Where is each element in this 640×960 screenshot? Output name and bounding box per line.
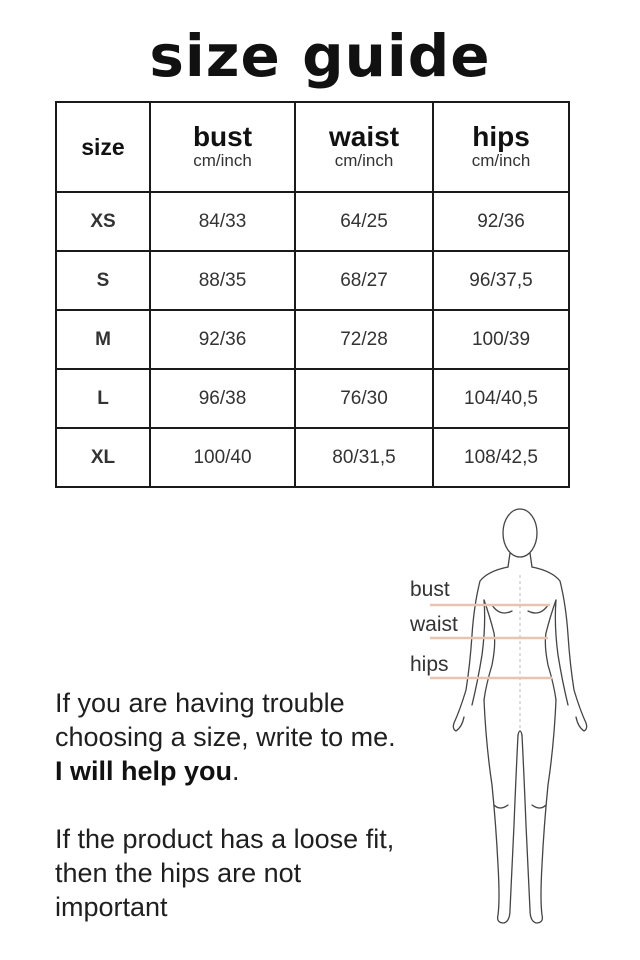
help-line-3 bbox=[55, 754, 455, 788]
fit-note-line-1: If the product has a loose fit, bbox=[55, 824, 395, 854]
hips-cell: 108/42,5 bbox=[433, 428, 569, 487]
waist-cell: 72/28 bbox=[295, 310, 433, 369]
bust-cell: 96/38 bbox=[150, 369, 295, 428]
hips-cell: 96/37,5 bbox=[433, 251, 569, 310]
size-cell: S bbox=[56, 251, 150, 310]
size-cell: XS bbox=[56, 192, 150, 251]
waist-cell: 68/27 bbox=[295, 251, 433, 310]
header-waist-unit: cm/inch bbox=[334, 151, 394, 170]
size-cell: XL bbox=[56, 428, 150, 487]
page-title: size guide bbox=[149, 22, 491, 90]
size-cell: M bbox=[56, 310, 150, 369]
help-emphasis-suffix: . bbox=[232, 756, 240, 786]
help-text bbox=[55, 686, 455, 924]
waist-cell: 76/30 bbox=[295, 369, 433, 428]
table-row bbox=[56, 310, 569, 369]
header-hips bbox=[433, 102, 569, 192]
table-row bbox=[56, 369, 569, 428]
waist-cell: 64/25 bbox=[295, 192, 433, 251]
hips-label: hips bbox=[410, 653, 449, 676]
table-header-row bbox=[56, 102, 569, 192]
help-line-2: choosing a size, write to me. bbox=[55, 722, 396, 752]
bust-cell: 84/33 bbox=[150, 192, 295, 251]
table-row bbox=[56, 428, 569, 487]
waist-cell: 80/31,5 bbox=[295, 428, 433, 487]
bust-cell: 88/35 bbox=[150, 251, 295, 310]
header-waist-label: waist bbox=[328, 121, 400, 152]
header-bust-label: bust bbox=[192, 121, 253, 152]
help-line-1: If you are having trouble bbox=[55, 688, 345, 718]
bust-label: bust bbox=[410, 578, 450, 601]
waist-label: waist bbox=[410, 613, 458, 636]
header-bust bbox=[150, 102, 295, 192]
table-row bbox=[56, 251, 569, 310]
size-cell: L bbox=[56, 369, 150, 428]
bust-cell: 92/36 bbox=[150, 310, 295, 369]
header-bust-unit: cm/inch bbox=[193, 151, 252, 170]
fit-note-line-2: then the hips are not bbox=[55, 858, 302, 888]
table-row bbox=[56, 192, 569, 251]
header-size-label: size bbox=[81, 133, 125, 160]
help-emphasis: I will help you bbox=[55, 756, 233, 786]
hips-cell: 100/39 bbox=[433, 310, 569, 369]
hips-cell: 104/40,5 bbox=[433, 369, 569, 428]
header-hips-label: hips bbox=[472, 121, 530, 152]
header-size bbox=[56, 102, 150, 192]
header-waist bbox=[295, 102, 433, 192]
bust-cell: 100/40 bbox=[150, 428, 295, 487]
size-table bbox=[55, 101, 570, 488]
hips-cell: 92/36 bbox=[433, 192, 569, 251]
header-hips-unit: cm/inch bbox=[471, 151, 531, 170]
fit-note-line-3: important bbox=[55, 892, 168, 922]
